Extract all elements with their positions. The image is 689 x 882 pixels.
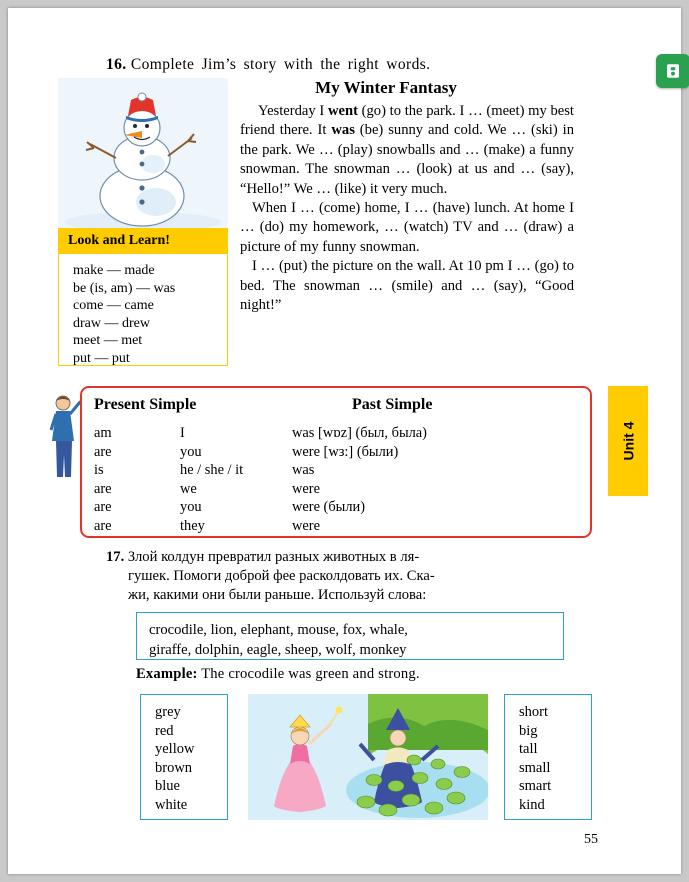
snowman-illustration <box>58 78 228 228</box>
grammar-present-heading: Present Simple <box>94 396 197 413</box>
colour-word: yellow <box>155 741 195 758</box>
grammar-pronoun: we <box>180 480 197 497</box>
story-text <box>240 102 574 315</box>
grammar-be-form: are <box>94 480 112 497</box>
grammar-past-form: were <box>292 480 320 497</box>
exercise-17-number: 17. <box>106 549 125 565</box>
look-and-learn-item: be (is, am) — was <box>73 280 176 296</box>
adjective-word: short <box>519 704 548 720</box>
look-and-learn-heading: Look and Learn! <box>58 228 228 254</box>
colour-word: brown <box>155 759 193 776</box>
exercise-17-line-3: жи, какими они были раньше. Используй слова: <box>128 587 427 603</box>
textbook-page <box>8 8 681 874</box>
look-and-learn-item: meet — met <box>73 333 143 348</box>
grammar-row <box>94 461 582 480</box>
grammar-pronoun: you <box>180 443 202 460</box>
story-paragraph-3: I … (put) the picture on the wall. At 10 pm I … (go) to bed. The snowman … (smile) and … (say), “Good night!” <box>240 258 574 314</box>
adjective-word: big <box>519 722 538 739</box>
exercise-17-line-2: гушек. Помоги доброй фее расколдовать их. Ска- <box>128 568 435 584</box>
grammar-row <box>94 498 582 517</box>
example-line <box>136 666 576 683</box>
look-and-learn-item: make — made <box>73 263 155 278</box>
grammar-box <box>80 386 592 538</box>
adjective-word: kind <box>519 796 545 813</box>
teacher-illustration <box>46 390 82 486</box>
grammar-past-heading: Past Simple <box>352 396 433 413</box>
grammar-past-form: were (были) <box>292 499 366 516</box>
grammar-be-form: is <box>94 462 104 479</box>
audio-button[interactable] <box>656 54 689 88</box>
colour-word: blue <box>155 778 180 795</box>
grammar-past-form: were <box>292 517 320 534</box>
grammar-table <box>94 424 582 536</box>
look-and-learn-item: come — came <box>73 298 154 313</box>
grammar-row <box>94 480 582 499</box>
fairy-and-frogs-illustration <box>248 694 488 820</box>
grammar-past-form: was <box>292 462 315 479</box>
grammar-be-form: are <box>94 517 112 534</box>
grammar-be-form: are <box>94 499 112 516</box>
grammar-past-form: were [wз:] (были) <box>292 443 399 460</box>
grammar-be-form: are <box>94 443 112 460</box>
exercise-16-heading <box>106 56 576 74</box>
exercise-17-line-1: Злой колдун превратил разных животных в ля- <box>127 549 420 565</box>
unit-tab <box>608 386 648 496</box>
grammar-pronoun: I <box>180 425 185 441</box>
grammar-row <box>94 443 582 462</box>
grammar-past-form: was [wɒz] (был, была) <box>292 425 427 441</box>
grammar-be-form: am <box>94 425 112 441</box>
adjective-word: tall <box>519 741 538 758</box>
grammar-pronoun: they <box>180 517 205 534</box>
grammar-row <box>94 424 582 443</box>
unit-tab-label: Unit 4 <box>619 421 636 461</box>
animal-words-line-1: crocodile, lion, elephant, mouse, fox, whale, <box>149 622 408 638</box>
look-and-learn-item: draw — drew <box>73 315 150 331</box>
exercise-16-number: 16. <box>106 56 127 73</box>
page-number: 55 <box>584 832 598 847</box>
grammar-row <box>94 517 582 536</box>
adjective-word: smart <box>519 778 552 795</box>
adjective-words-box <box>504 694 592 820</box>
adjective-word: small <box>519 759 551 776</box>
colour-words-box <box>140 694 228 820</box>
story-paragraph-1: Yesterday I went (go) to the park. I … (meet) my best friend there. It was (be) sunny and cold. We … (ski) in the park. We … (play) snowballs and … (make) a funny snowman. The snowman … (look) at us and … (say), “Hello!” We … (like) it very much. <box>240 103 574 197</box>
grammar-pronoun: you <box>180 499 202 516</box>
animal-words-line-2: giraffe, dolphin, eagle, sheep, wolf, monkey <box>149 642 407 658</box>
example-text: The crocodile was green and strong. <box>201 666 420 682</box>
grammar-pronoun: he / she / it <box>180 462 244 479</box>
colour-word: white <box>155 796 188 813</box>
story-title: My Winter Fantasy <box>315 78 457 97</box>
colour-word: red <box>155 722 174 739</box>
exercise-16-instruction: Complete Jim’s story with the right words. <box>130 56 431 73</box>
example-label: Example: <box>136 666 198 682</box>
exercise-17-heading <box>106 548 576 605</box>
look-and-learn-list <box>58 254 228 366</box>
look-and-learn-item: put — put <box>73 350 130 366</box>
animal-words-box <box>136 612 564 660</box>
story-paragraph-2: When I … (come) home, I … (have) lunch. At home I … (do) my homework, … (watch) TV and … (draw) a picture of my funny snowman. <box>240 200 574 255</box>
colour-word: grey <box>155 704 181 720</box>
